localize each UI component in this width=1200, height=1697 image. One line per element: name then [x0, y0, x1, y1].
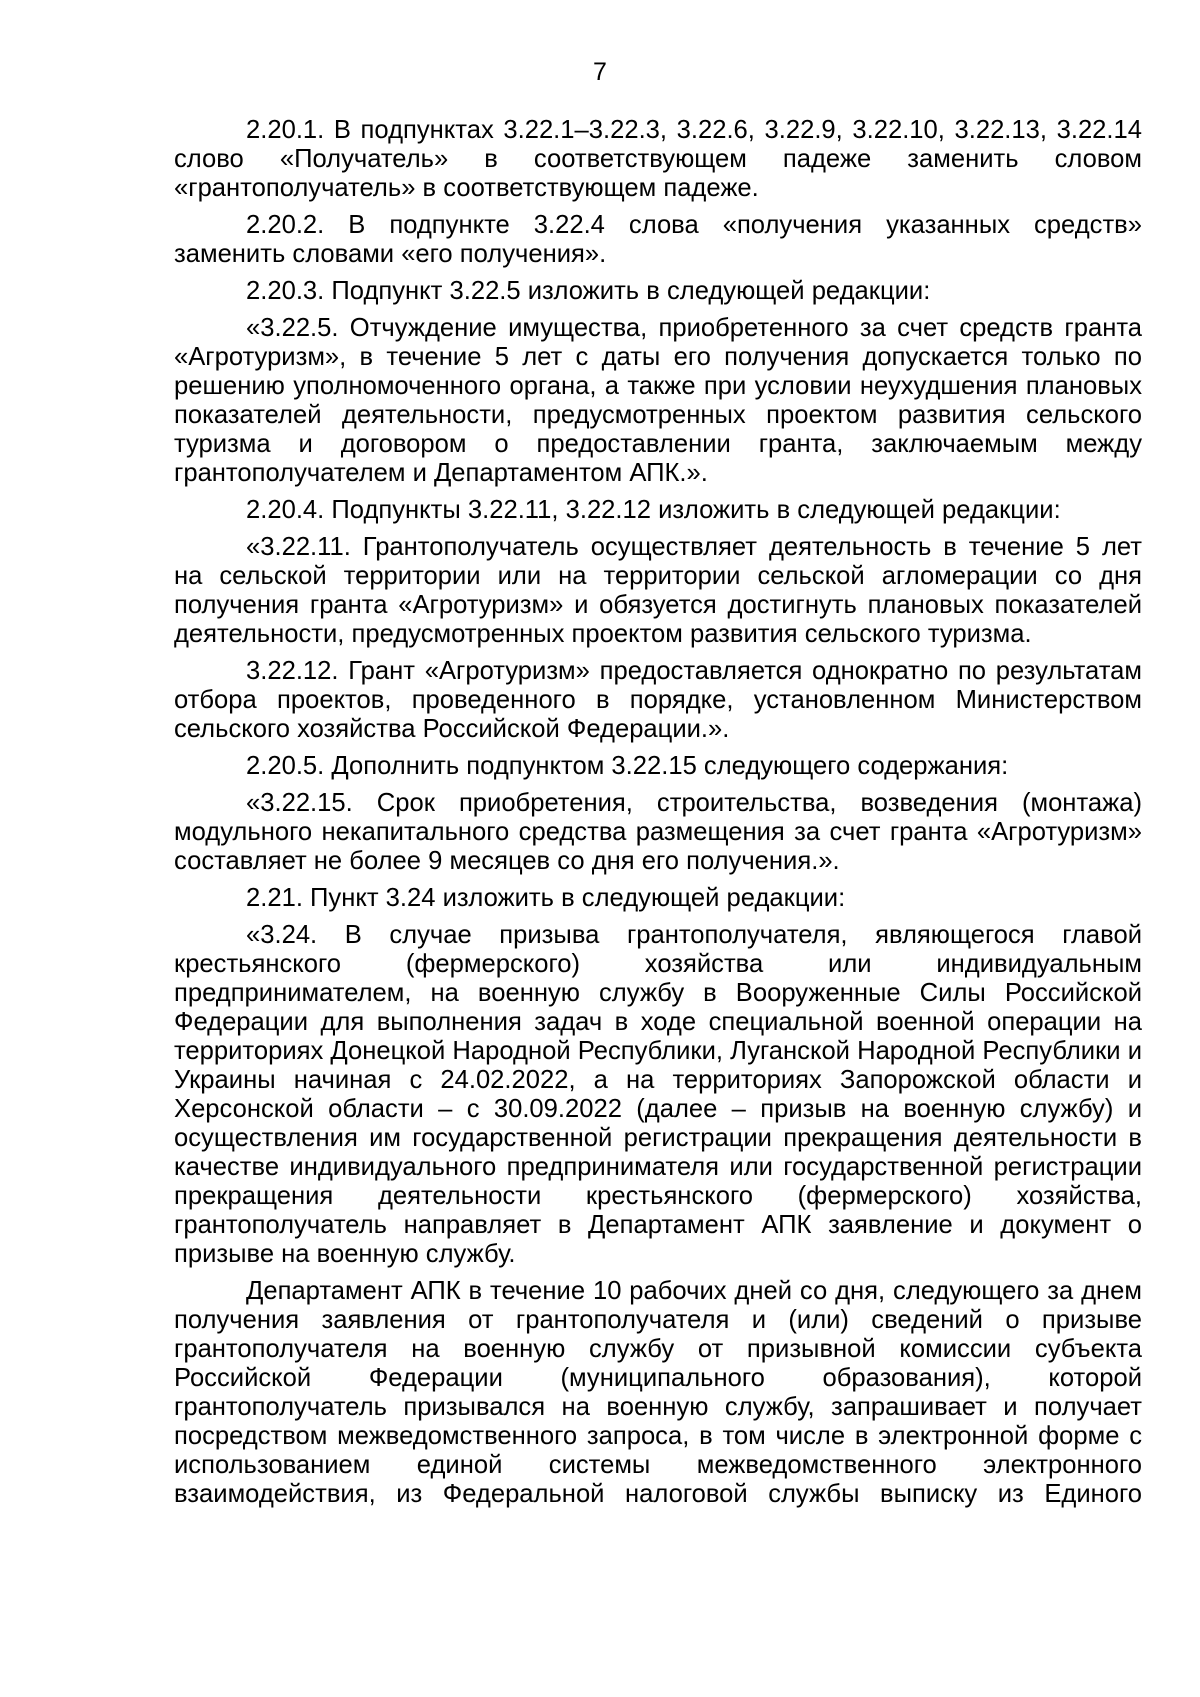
paragraph-department-apk: Департамент АПК в течение 10 рабочих дней со дня, следующего за днем получения заявления от грантополучателя и (или) сведений о призыве грантополучателя на военную службу от призывной комиссии субъекта Российской Федерации (муниципального образования), которой грантополучатель призывался на военную службу, запрашивает и получает посредством межведомственного запроса, в том числе в электронной форме с использованием единой системы межведомственного электронного взаимодействия, из Федеральной налоговой службы выписку из Единого: [174, 1277, 1142, 1508]
paragraph-2-20-1: 2.20.1. В подпунктах 3.22.1–3.22.3, 3.22.6, 3.22.9, 3.22.10, 3.22.13, 3.22.14 слово «Получатель» в соответствующем падеже заменить словом «грантополучатель» в соответствующем падеже.: [174, 116, 1142, 202]
paragraph-2-20-3: 2.20.3. Подпункт 3.22.5 изложить в следующей редакции:: [246, 277, 931, 305]
paragraph-3-22-11: «3.22.11. Грантополучатель осуществляет деятельность в течение 5 лет на сельской территории или на территории сельской агломерации со дня получения гранта «Агротуризм» и обязуется достигнуть плановых показателей деятельности, предусмотренных проектом развития сельского туризма.: [174, 533, 1142, 648]
paragraph-2-20-4: 2.20.4. Подпункты 3.22.11, 3.22.12 изложить в следующей редакции:: [246, 496, 1061, 524]
paragraph-3-22-12: 3.22.12. Грант «Агротуризм» предоставляется однократно по результатам отбора проектов, проведенного в порядке, установленном Министерством сельского хозяйства Российской Федерации.».: [174, 657, 1142, 743]
paragraph-3-22-15: «3.22.15. Срок приобретения, строительства, возведения (монтажа) модульного некапитального средства размещения за счет гранта «Агротуризм» составляет не более 9 месяцев со дня его получения.».: [174, 789, 1142, 875]
paragraph-2-20-5: 2.20.5. Дополнить подпунктом 3.22.15 следующего содержания:: [246, 752, 1009, 780]
document-body: [174, 116, 1142, 1517]
paragraph-3-22-5: «3.22.5. Отчуждение имущества, приобретенного за счет средств гранта «Агротуризм», в течение 5 лет с даты его получения допускается только по решению уполномоченного органа, а также при условии неухудшения плановых показателей деятельности, предусмотренных проектом развития сельского туризма и договором о предоставлении гранта, заключаемым между грантополучателем и Департаментом АПК.».: [174, 314, 1142, 487]
paragraph-2-21: 2.21. Пункт 3.24 изложить в следующей редакции:: [246, 884, 846, 912]
paragraph-3-24: «3.24. В случае призыва грантополучателя, являющегося главой крестьянского (фермерского) хозяйства или индивидуальным предпринимателем, на военную службу в Вооруженные Силы Российской Федерации для выполнения задач в ходе специальной военной операции на территориях Донецкой Народной Республики, Луганской Народной Республики и Украины начиная с 24.02.2022, а на территориях Запорожской области и Херсонской области – с 30.09.2022 (далее – призыв на военную службу) и осуществления им государственной регистрации прекращения деятельности в качестве индивидуального предпринимателя или государственной регистрации прекращения деятельности крестьянского (фермерского) хозяйства, грантополучатель направляет в Департамент АПК заявление и документ о призыве на военную службу.: [174, 921, 1142, 1268]
page-number: 7: [593, 58, 607, 86]
paragraph-2-20-2: 2.20.2. В подпункте 3.22.4 слова «получения указанных средств» заменить словами «его получения».: [174, 211, 1142, 268]
